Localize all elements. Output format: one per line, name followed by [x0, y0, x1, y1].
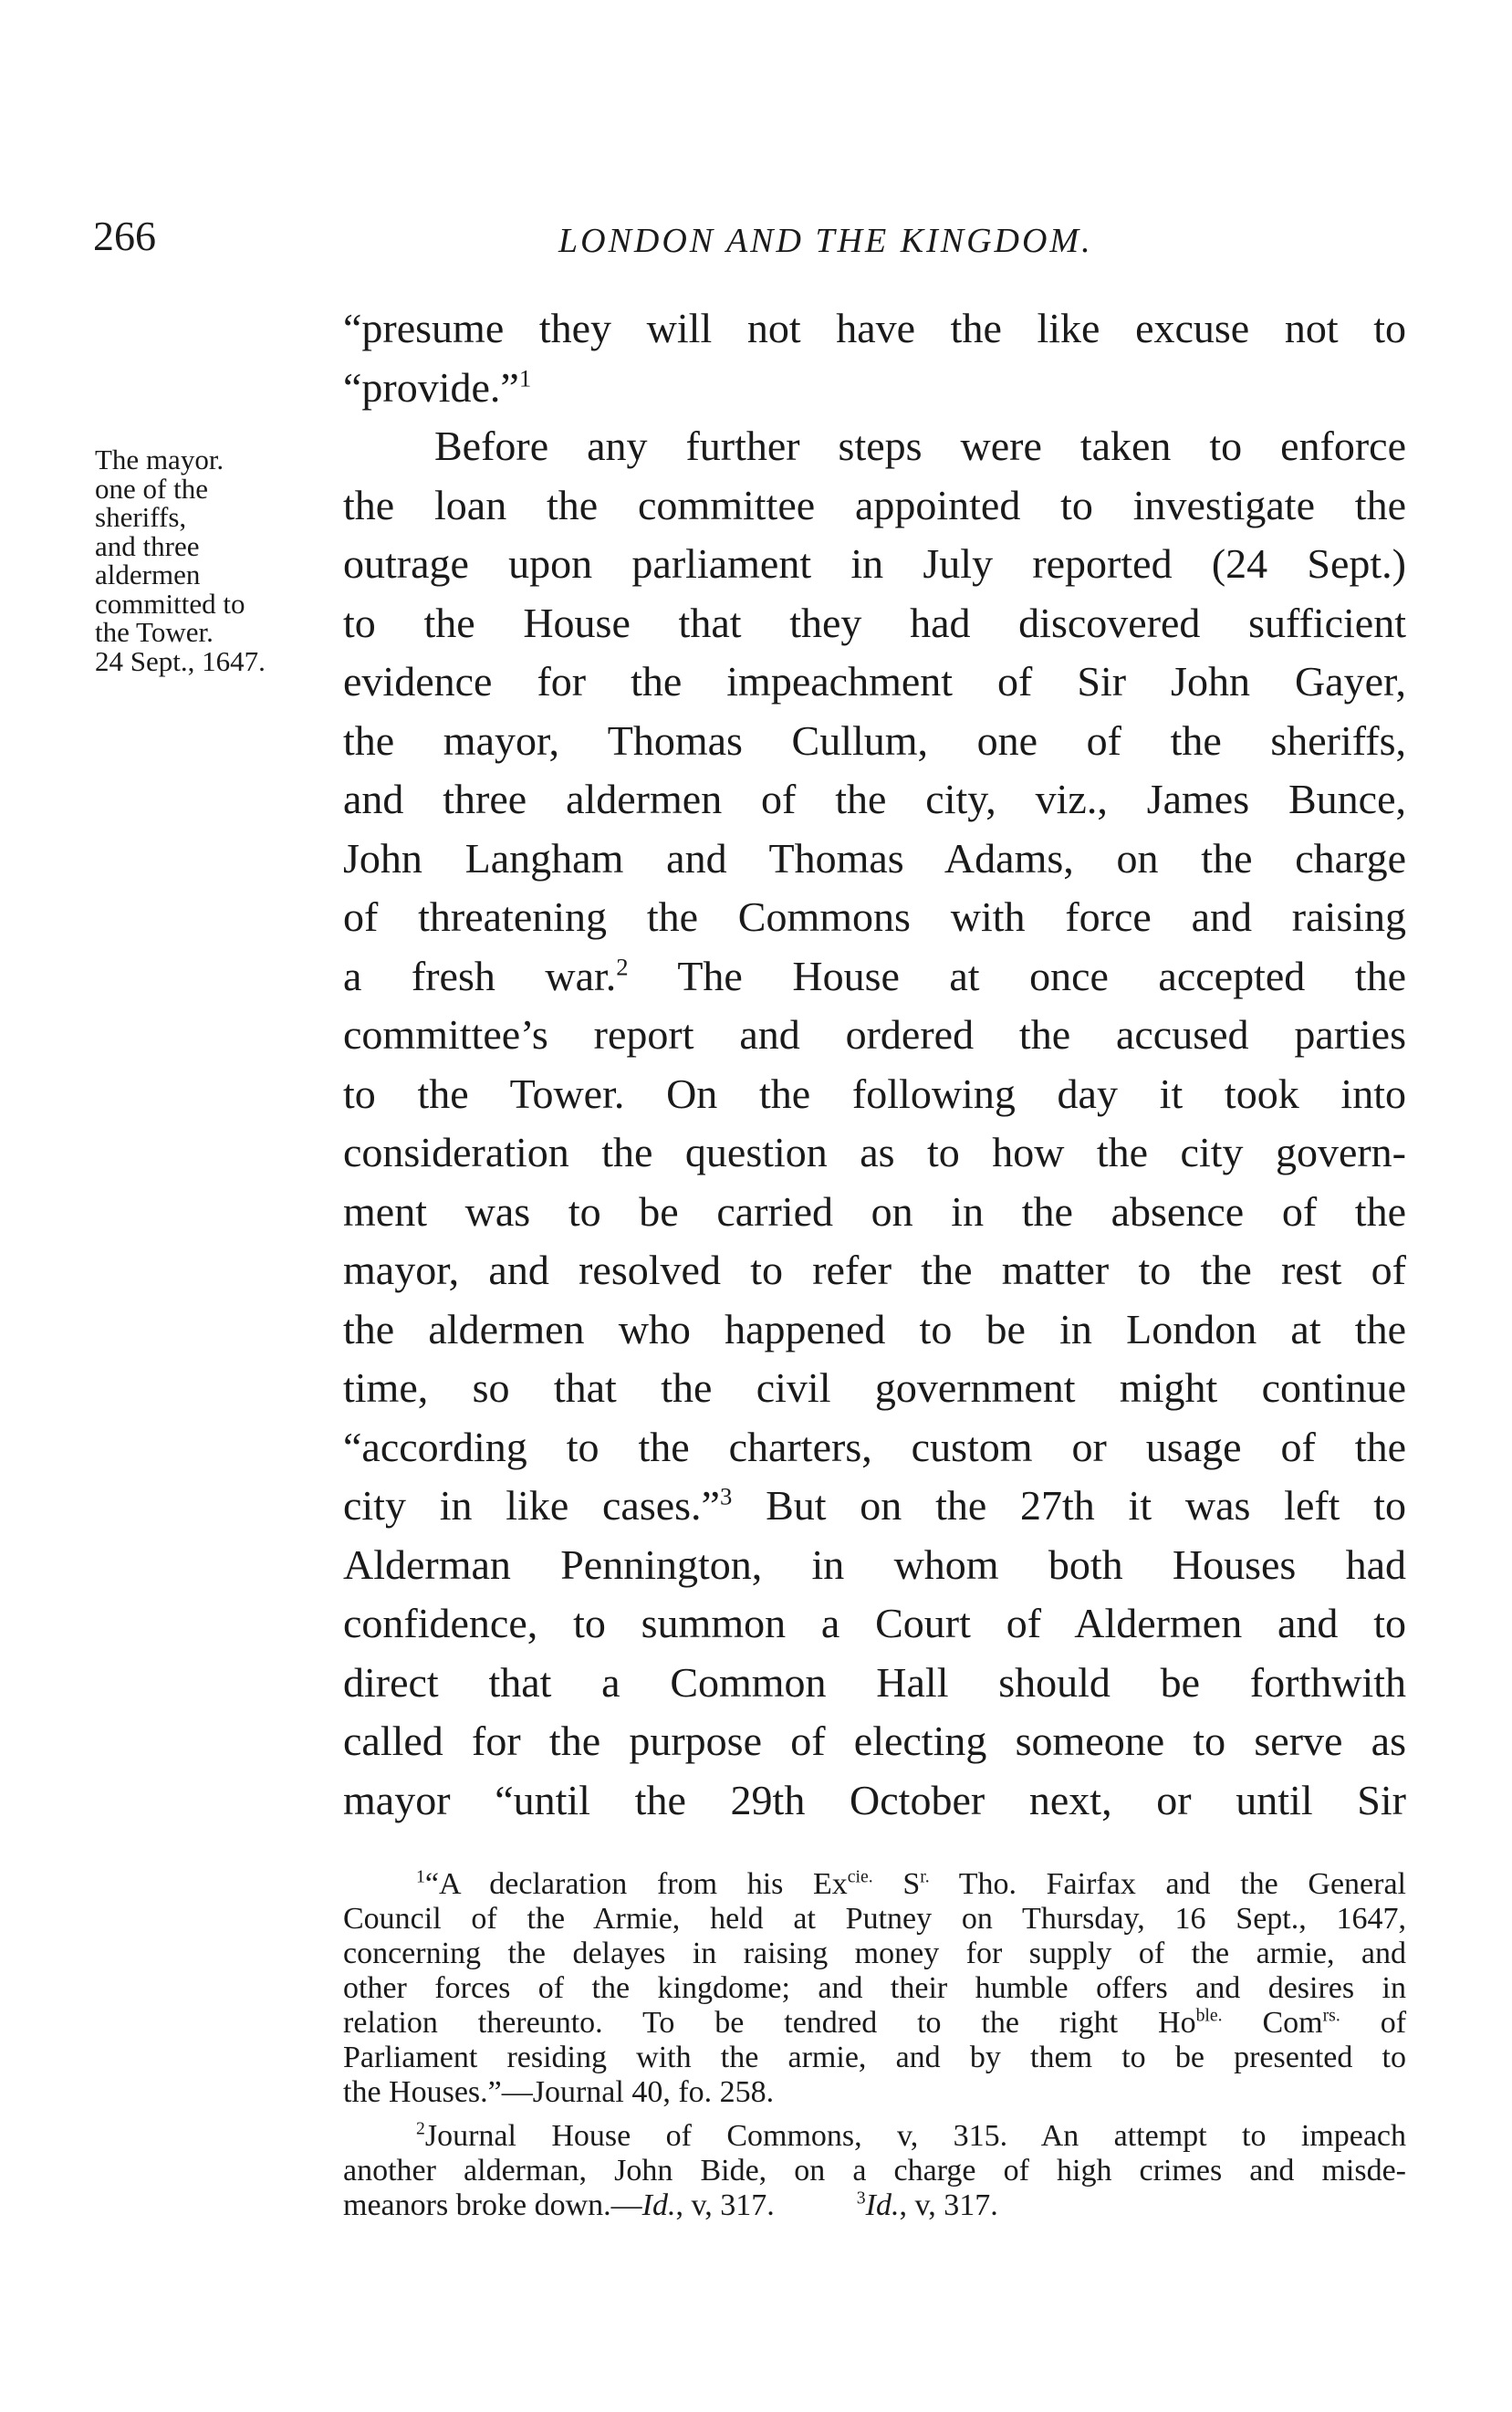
text-fragment: The House at once accepted the	[677, 952, 1406, 999]
footnote-2	[343, 2119, 1406, 2154]
footnote-ref: 2	[616, 953, 629, 981]
superscript: cie.	[847, 1866, 873, 1887]
text-line: Alderman Pennington, in whom both Houses had	[343, 1540, 1406, 1588]
footnote-marker: 3	[856, 2188, 866, 2208]
text-line: John Langham and Thomas Adams, on the charge	[343, 834, 1406, 882]
superscript: ble.	[1195, 2005, 1223, 2026]
margin-note-line: one of the	[95, 472, 208, 505]
paragraph-first-line: Before any further steps were taken to enforce	[434, 423, 1406, 469]
footnote-gap	[343, 2110, 1406, 2119]
text-line: to the Tower. On the following day it took into	[343, 1070, 1406, 1117]
text-line: mayor, and resolved to refer the matter to the rest of	[343, 1247, 1406, 1293]
footnote-ref: 3	[719, 1482, 733, 1510]
footnote-line: another alderman, John Bide, on a charge of high crimes and misde-	[343, 2154, 1406, 2188]
text-fragment: city in like cases.”	[343, 1482, 720, 1529]
footnote-marker: 1	[416, 1866, 425, 1887]
text-line: “presume they will not have the like excuse not to	[343, 305, 1406, 351]
margin-note-line: 24 Sept., 1647.	[95, 644, 266, 677]
footnote-text: , v, 317.	[899, 2188, 998, 2222]
running-head: LONDON AND THE KINGDOM.	[558, 222, 1093, 260]
superscript: rs.	[1322, 2005, 1340, 2026]
text-line: and three aldermen of the city, viz., James Bunce,	[343, 776, 1406, 822]
footnotes	[343, 1867, 1406, 2223]
text-line	[343, 359, 1406, 418]
footnote-1	[343, 1867, 1406, 1902]
footnote-italic: Id.	[641, 2188, 676, 2222]
superscript: r.	[920, 1866, 930, 1887]
margin-note-line: the Tower.	[95, 616, 214, 648]
footnote-text: Journal House of Commons, v, 315. An attempt to impeach	[424, 2119, 1406, 2153]
text-line: called for the purpose of electing someone to serve as	[343, 1718, 1406, 1764]
footnote-line: other forces of the kingdome; and their humble offers and desires in	[343, 1971, 1406, 2005]
text-line: the aldermen who happened to be in London at the	[343, 1305, 1406, 1352]
text-line: direct that a Common Hall should be forthwith	[343, 1658, 1406, 1706]
footnote-line	[343, 2006, 1406, 2041]
text-line: committee’s report and ordered the accused parties	[343, 1011, 1406, 1058]
footnote-text: Com	[1262, 2006, 1323, 2040]
text-line: evidence for the impeachment of Sir John Gayer,	[343, 658, 1406, 705]
text-line: the loan the committee appointed to investigate the	[343, 481, 1406, 528]
text-line: confidence, to summon a Court of Aldermen and to	[343, 1600, 1406, 1646]
text-line	[343, 1477, 1406, 1536]
footnote-text: meanors broke down.—	[343, 2188, 642, 2222]
margin-note-line: The mayor.	[95, 444, 224, 475]
page-number: 266	[93, 213, 156, 259]
text-line: “according to the charters, custom or usage of the	[343, 1423, 1406, 1470]
footnote-line: the Houses.”—Journal 40, fo. 258.	[343, 2075, 775, 2109]
text-line: outrage upon parliament in July reported (24 Sept.)	[343, 540, 1406, 587]
footnote-text: relation thereunto. To be tendred to the right Ho	[343, 2006, 1196, 2040]
footnote-text: Tho. Fairfax and the General	[958, 1867, 1406, 1901]
text-line: ment was to be carried on in the absence of the	[343, 1187, 1406, 1235]
footnote-text: , v, 317.	[675, 2188, 775, 2222]
footnote-line: Council of the Armie, held at Putney on Thursday, 16 Sept., 1647,	[343, 1902, 1406, 1936]
text-line	[343, 947, 1406, 1007]
footnote-text: “A declaration from his Ex	[424, 1867, 848, 1901]
footnote-line: concerning the delayes in raising money for supply of the armie, and	[343, 1937, 1406, 1970]
footnote-text: S	[902, 1867, 921, 1901]
margin-note-line: aldermen	[95, 559, 201, 590]
text-line: of threatening the Commons with force and raising	[343, 893, 1406, 940]
footnote-italic: Id.	[865, 2188, 900, 2222]
body-text	[343, 299, 1406, 1830]
text-line: the mayor, Thomas Cullum, one of the sheriffs,	[343, 716, 1406, 764]
margin-note-line: committed to	[95, 587, 245, 620]
text-line: to the House that they had discovered sufficient	[343, 599, 1406, 646]
margin-note-line: and three	[95, 529, 200, 562]
text-line: mayor “until the 29th October next, or until Sir	[343, 1776, 1406, 1823]
footnote-line: Parliament residing with the armie, and by them to be presented to	[343, 2041, 1406, 2074]
text-line: time, so that the civil government might continue	[343, 1364, 1406, 1411]
margin-note-line: sheriffs,	[95, 501, 187, 533]
text-line: consideration the question as to how the city govern-	[343, 1129, 1406, 1175]
text-fragment: But on the 27th it was left to	[766, 1482, 1406, 1529]
footnote-ref: 1	[518, 364, 532, 392]
text-fragment: “provide.”	[343, 363, 519, 411]
text-fragment: a fresh war.	[343, 952, 617, 999]
footnote-text: of	[1380, 2006, 1407, 2040]
footnote-line	[343, 2188, 1406, 2223]
margin-note	[95, 445, 332, 675]
footnote-marker: 2	[416, 2118, 425, 2139]
